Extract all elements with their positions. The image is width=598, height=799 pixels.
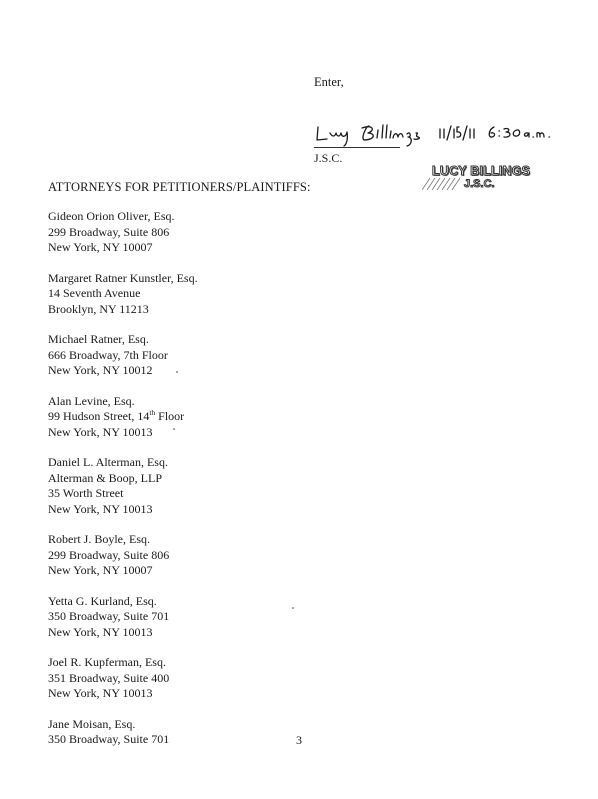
attorney-block [48, 655, 348, 702]
address-line: New York, NY 10013 [48, 624, 153, 639]
address-text: 99 Hudson Street, 14 [48, 409, 150, 423]
attorneys-heading: ATTORNEYS FOR PETITIONERS/PLAINTIFFS: [48, 180, 311, 194]
address-line: New York, NY 10013 [48, 501, 153, 516]
attorney-name: Alan Levine, Esq. [48, 393, 135, 408]
address-line: New York, NY 10013 [48, 686, 153, 700]
ordinal-suffix: th [149, 408, 156, 417]
address-line: 350 Broadway, Suite 701 [48, 609, 170, 623]
address-line: 299 Broadway, Suite 806 [48, 224, 170, 239]
attorney-block [48, 209, 348, 256]
address-line: New York, NY 10007 [48, 240, 153, 254]
attorney-name: Daniel L. Alterman, Esq. [48, 455, 168, 469]
attorney-name: Robert J. Boyle, Esq. [48, 532, 150, 546]
attorney-name: Jane Moisan, Esq. [48, 716, 136, 731]
address-line: Brooklyn, NY 11213 [48, 301, 149, 316]
attorney-block [48, 594, 348, 641]
address-line [48, 409, 348, 425]
enter-label: Enter, [314, 75, 344, 89]
address-line: New York, NY 10007 [48, 563, 153, 577]
address-line: New York, NY 10013 [48, 424, 153, 439]
attorney-name: Yetta G. Kurland, Esq. [48, 593, 157, 608]
address-line: 350 Broadway, Suite 701 [48, 732, 170, 746]
attorney-name: Margaret Ratner Kunstler, Esq. [48, 270, 198, 285]
signer-title: J.S.C. [314, 151, 343, 165]
stamp-hatch [422, 176, 462, 190]
handwritten-signature [314, 118, 584, 148]
page-number: 3 [296, 733, 302, 747]
attorney-block [48, 271, 348, 318]
attorney-name: Joel R. Kupferman, Esq. [48, 655, 166, 669]
attorney-block [48, 532, 348, 579]
signature-line [314, 147, 400, 148]
address-line: 299 Broadway, Suite 806 [48, 547, 170, 562]
attorney-block [48, 394, 348, 441]
address-line: 14 Seventh Avenue [48, 286, 141, 300]
address-line: 35 Worth Street [48, 486, 124, 500]
judge-stamp [420, 162, 531, 196]
address-line: Alterman & Boop, LLP [48, 470, 162, 485]
scan-speck [176, 371, 178, 373]
stamp-title: J.S.C. [464, 178, 495, 190]
attorney-block [48, 455, 348, 517]
attorney-name: Michael Ratner, Esq. [48, 332, 149, 346]
address-line: New York, NY 10012 [48, 363, 153, 377]
address-text: Floor [155, 409, 185, 423]
scan-speck [173, 428, 175, 430]
attorney-block [48, 332, 348, 379]
attorney-list [48, 209, 348, 763]
stamp-name: LUCY BILLINGS [432, 164, 531, 178]
address-line: 351 Broadway, Suite 400 [48, 670, 170, 685]
scan-speck [292, 607, 294, 609]
attorney-name: Gideon Orion Oliver, Esq. [48, 209, 175, 223]
address-line: 666 Broadway, 7th Floor [48, 347, 168, 362]
